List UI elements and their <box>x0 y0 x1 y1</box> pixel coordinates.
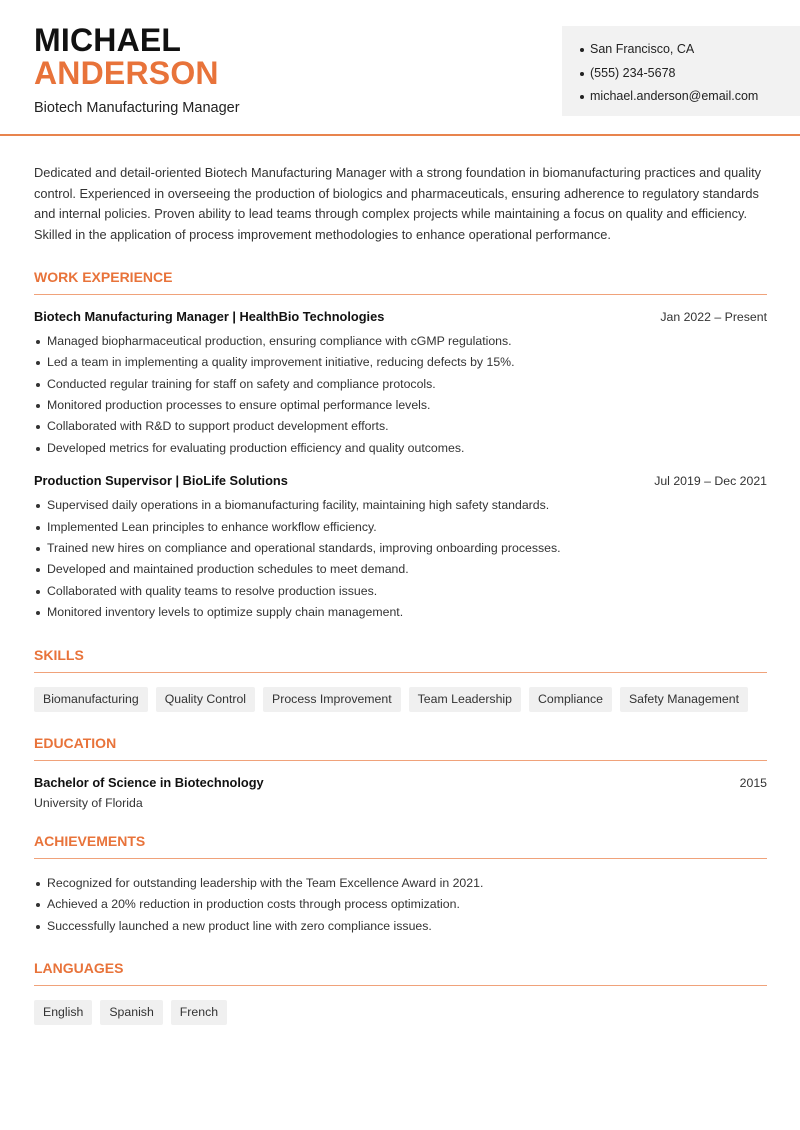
skill-tag: Team Leadership <box>409 687 521 712</box>
achievement-item: Recognized for outstanding leadership with the Team Excellence Award in 2021. <box>34 873 767 894</box>
language-tag: English <box>34 1000 92 1025</box>
language-tag: Spanish <box>100 1000 162 1025</box>
contact-location: San Francisco, CA <box>580 38 800 62</box>
job-bullet: Monitored inventory levels to optimize supply chain management. <box>34 602 767 623</box>
skills-list <box>34 687 767 712</box>
job-bullet: Trained new hires on compliance and operational standards, improving onboarding processes. <box>34 538 767 559</box>
job-role: Biotech Manufacturing Manager | HealthBio Technologies <box>34 308 385 324</box>
contact-email[interactable]: michael.anderson@email.com <box>580 85 800 109</box>
job-bullet: Implemented Lean principles to enhance workflow efficiency. <box>34 517 767 538</box>
skill-tag: Process Improvement <box>263 687 401 712</box>
contact-phone: (555) 234-5678 <box>580 62 800 86</box>
education-school: University of Florida <box>34 795 143 810</box>
skill-tag: Compliance <box>529 687 612 712</box>
education-entry <box>34 775 767 810</box>
job-role: Production Supervisor | BioLife Solutions <box>34 473 288 489</box>
job-bullet: Developed and maintained production schedules to meet demand. <box>34 559 767 580</box>
job-title: Biotech Manufacturing Manager <box>34 100 240 116</box>
achievement-item: Successfully launched a new product line with zero compliance issues. <box>34 916 767 937</box>
skill-tag: Quality Control <box>156 687 255 712</box>
education-degree: Bachelor of Science in Biotechnology <box>34 774 264 790</box>
summary: Dedicated and detail-oriented Biotech Manufacturing Manager with a strong foundation in biomanufacturing practices and quality control. Experienced in overseeing the production of biologics and pharmaceuticals, ensuring adherence to regulatory standards and internal policies. Proven ability to lead teams through complex projects while maintaining a focus on quality and efficiency. Skilled in the application of process improvement methodologies to enhance operational performance. <box>34 165 762 243</box>
job-bullet: Led a team in implementing a quality improvement initiative, reducing defects by 15%. <box>34 352 767 373</box>
section-title-education: EDUCATION <box>34 735 767 761</box>
achievement-item: Achieved a 20% reduction in production costs through process optimization. <box>34 894 767 915</box>
section-title-languages: LANGUAGES <box>34 960 767 986</box>
education-year: 2015 <box>739 775 767 790</box>
section-title-experience: WORK EXPERIENCE <box>34 269 767 295</box>
candidate-name <box>34 24 219 90</box>
job-bullet: Collaborated with quality teams to resolve production issues. <box>34 581 767 602</box>
achievements-list <box>34 873 767 937</box>
job-bullet: Collaborated with R&D to support product development efforts. <box>34 416 767 437</box>
section-title-skills: SKILLS <box>34 647 767 673</box>
job-entry <box>34 473 767 623</box>
resume-header <box>0 0 800 136</box>
resume-body <box>34 163 767 1025</box>
section-title-achievements: ACHIEVEMENTS <box>34 833 767 859</box>
job-bullet: Supervised daily operations in a biomanufacturing facility, maintaining high safety standards. <box>34 495 767 516</box>
job-bullet: Developed metrics for evaluating production efficiency and quality outcomes. <box>34 438 767 459</box>
job-dates: Jan 2022 – Present <box>660 309 767 324</box>
first-name: MICHAEL <box>34 22 182 58</box>
skill-tag: Safety Management <box>620 687 748 712</box>
last-name: ANDERSON <box>34 55 219 91</box>
job-bullet: Conducted regular training for staff on safety and compliance protocols. <box>34 374 767 395</box>
job-entry <box>34 309 767 459</box>
job-dates: Jul 2019 – Dec 2021 <box>654 474 767 489</box>
contact-box <box>562 26 800 116</box>
job-bullet: Managed biopharmaceutical production, ensuring compliance with cGMP regulations. <box>34 331 767 352</box>
job-bullet: Monitored production processes to ensure optimal performance levels. <box>34 395 767 416</box>
languages-list <box>34 1000 767 1025</box>
language-tag: French <box>171 1000 227 1025</box>
skill-tag: Biomanufacturing <box>34 687 148 712</box>
